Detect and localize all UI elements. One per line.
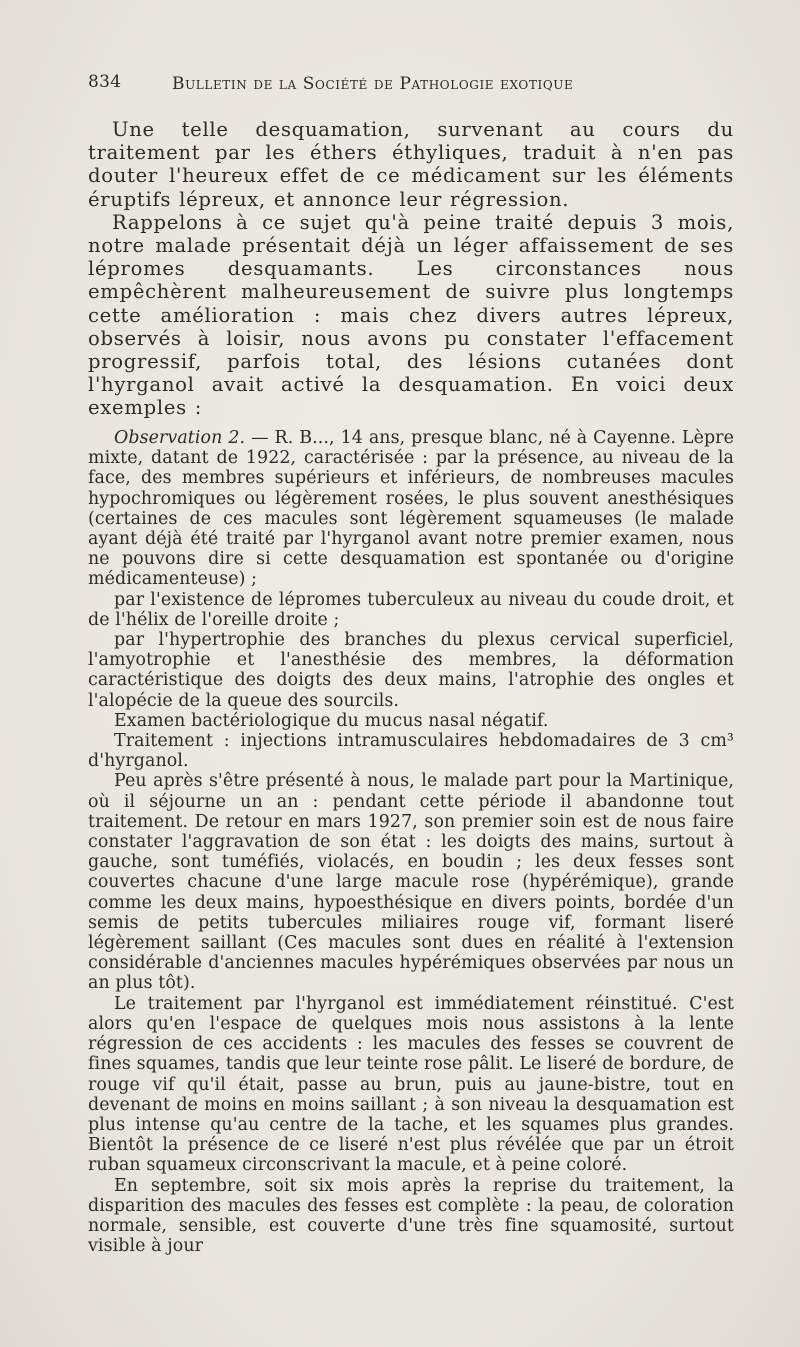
observation-label: Observation 2. [114, 428, 246, 448]
running-header [88, 72, 738, 98]
paragraph: En septembre, soit six mois après la reprise du traitement, la disparition des macules des fesses est complète : la peau, de coloration normale, sensible, est couverte d'une très fine squamosité, surtout visible à jour [88, 1175, 734, 1257]
paragraph: par l'hypertrophie des branches du plexus cervical superficiel, l'amyotrophie et l'anesthésie des membres, la déformation caractéristique des doigts des deux mains, l'atrophie des ongles et l'alopécie de la queue des sourcils. [88, 630, 734, 711]
paragraph: Rappelons à ce sujet qu'à peine traité depuis 3 mois, notre malade présentait déjà un léger affaissement de ses lépromes desquamants. Les circonstances nous empêchèrent malheureusement de suivre plus longtemps cette amélioration : mais chez divers autres lépreux, observés à loisir, nous avons pu constater l'effacement progressif, parfois total, des lésions cutanées dont l'hyrganol avait activé la desquamation. En voici deux exemples : [88, 210, 734, 420]
paragraph: Examen bactériologique du mucus nasal négatif. [114, 710, 549, 731]
observation-section [88, 428, 734, 1256]
observation-lead [88, 428, 734, 590]
paragraph: Une telle desquamation, survenant au cours du traitement par les éthers éthyliques, traduit à n'en pas douter l'heureux effet de ce médicament sur les éléments éruptifs lépreux, et annonce leur régression. [88, 118, 734, 211]
paragraph: Le traitement par l'hyrganol est immédiatement réinstitué. C'est alors qu'en l'espace de quelques mois nous assistons à la lente régression de ces accidents : les macules des fesses se couvrent de fines squames, tandis que leur teinte rose pâlit. Le liseré de bordure, de rouge vif qu'il était, passe au brun, puis au jaune-bistre, tout en devenant de moins en moins saillant ; à son niveau la desquamation est plus intense qu'au centre de la tache, et les squames plus grandes. Bientôt la présence de ce liseré n'est plus révélée que par un étroit ruban squameux circonscrivant la macule, et à peine coloré. [88, 993, 734, 1176]
running-title: Bulletin de la Société de Pathologie exotique [172, 74, 574, 94]
paragraph: Peu après s'être présenté à nous, le malade part pour la Martinique, où il séjourne un an : pendant cette période il abandonne tout traitement. De retour en mars 1927, son premier soin est de nous faire constater l'aggravation de son état : les doigts des mains, surtout à gauche, sont tuméfiés, violacés, en boudin ; les deux fesses sont couvertes chacune d'une large macule rose (hypérémique), grande comme les deux mains, hypoesthésique en divers points, bordée d'un semis de petits tubercules miliaires rouge vif, formant liseré légèrement saillant (Ces macules sont dues en réalité à l'extension considérable d'anciennes macules hypérémiques observées par nous un an plus tôt). [88, 771, 734, 994]
paragraph: Traitement : injections intramusculaires hebdomadaires de 3 cm³ d'hyrganol. [88, 731, 734, 772]
observation-lead-text: — R. B..., 14 ans, presque blanc, né à Cayenne. Lèpre mixte, datant de 1922, caractérisée : par la présence, au niveau de la face, des membres supérieurs et inférieurs, de nombreuses macules hypochromiques ou légèrement rosées, le plus souvent anesthésiques (certaines de ces macules sont légèrement squameuses (le malade ayant déjà été traité par l'hyrganol avant notre premier examen, nous ne pouvons dire si cette desquamation est spontanée ou d'origine médicamenteuse) ; [88, 428, 734, 590]
page-number: 834 [88, 72, 122, 92]
intro-text [88, 118, 734, 420]
paragraph: par l'existence de lépromes tuberculeux au niveau du coude droit, et de l'hélix de l'oreille droite ; [88, 589, 734, 630]
